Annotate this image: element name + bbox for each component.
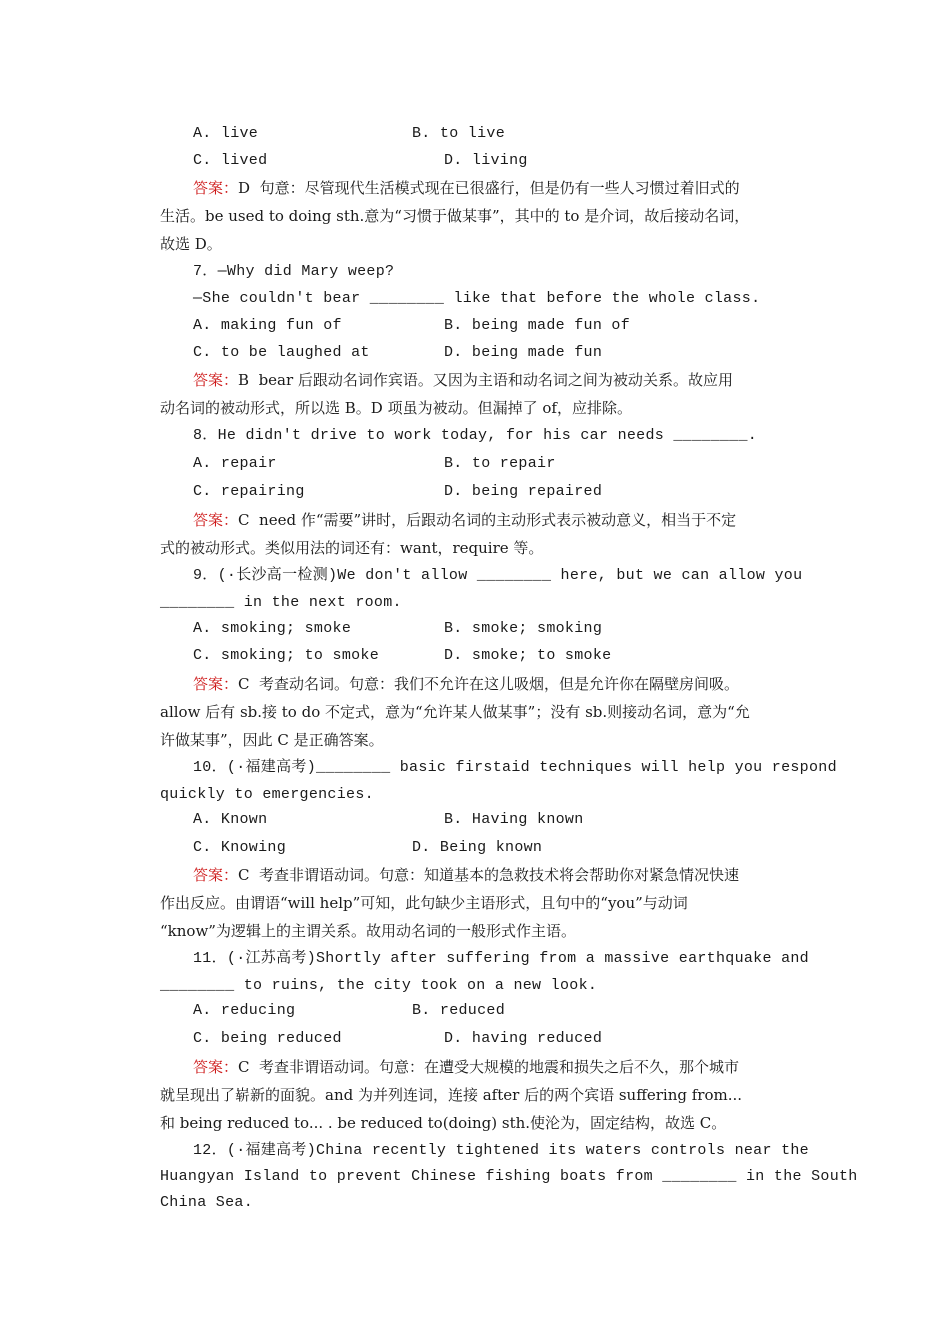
answer-tag: 答案： [193, 179, 239, 197]
answer-tag: 答案： [193, 866, 239, 884]
q6-option-a: A. live [193, 125, 259, 142]
q9-option-b: B. smoke; smoking [444, 620, 603, 637]
q7-stem-line2: —She couldn't bear ________ like that before the whole class. [193, 290, 761, 307]
q8-option-a: A. repair [193, 455, 277, 472]
answer-tag: 答案： [193, 1058, 239, 1076]
q11-answer-line1: 答案：C 考查非谓语动词。句意：在遭受大规模的地震和损失之后不久，那个城市 [193, 1058, 740, 1076]
q6-answer-line1: 答案：D 句意：尽管现代生活模式现在已很盛行，但是仍有一些人习惯过着旧式的 [193, 179, 740, 197]
q9-answer-line1: 答案：C 考查动名词。句意：我们不允许在这儿吸烟，但是允许你在隔壁房间吸。 [193, 675, 740, 693]
q9-option-a: A. smoking; smoke [193, 620, 352, 637]
q7-answer-line2: 动名词的被动形式，所以选 B。D 项虽为被动。但漏掉了 of，应排除。 [160, 399, 632, 417]
q11-option-d: D. having reduced [444, 1030, 603, 1047]
answer-tag: 答案： [193, 371, 239, 389]
q10-stem-line2: quickly to emergencies. [160, 786, 374, 803]
q6-answer-line3: 故选 D。 [160, 235, 222, 253]
q12-stem-line3: China Sea. [160, 1194, 254, 1211]
q7-answer-line1: 答案：B bear 后跟动名词作宾语。又因为主语和动名词之间为被动关系。故应用 [193, 371, 733, 389]
q8-option-c: C. repairing [193, 483, 305, 500]
q8-answer-line2: 式的被动形式。类似用法的词还有：want，require 等。 [160, 539, 544, 557]
q7-option-c: C. to be laughed at [193, 344, 370, 361]
q10-option-b: B. Having known [444, 811, 584, 828]
q6-option-c: C. lived [193, 152, 268, 169]
q11-answer-line3: 和 being reduced to... . be reduced to(doing) sth.使沦为，固定结构，故选 C。 [160, 1114, 727, 1132]
q11-option-a: A. reducing [193, 1002, 296, 1019]
q9-stem-line1: 9．(·长沙高一检测)We don't allow ________ here, but we can allow you [193, 567, 803, 584]
answer-tag: 答案： [193, 511, 239, 529]
q10-answer-line1: 答案：C 考查非谓语动词。句意：知道基本的急救技术将会帮助你对紧急情况快速 [193, 866, 740, 884]
q7-option-a: A. making fun of [193, 317, 342, 334]
q9-option-c: C. smoking; to smoke [193, 647, 380, 664]
q10-stem-line1: 10．(·福建高考)________ basic firstaid techniques will help you respond [193, 759, 837, 776]
q7-stem-line1: 7．—Why did Mary weep? [193, 263, 395, 280]
q10-answer-line2: 作出反应。由谓语“will help”可知，此句缺少主语形式，且句中的“you”与动词 [160, 894, 688, 912]
answer-tag: 答案： [193, 675, 239, 693]
q10-answer-line3: “know”为逻辑上的主谓关系。故用动名词的一般形式作主语。 [160, 922, 576, 940]
q11-answer-line2: 就呈现出了崭新的面貌。and 为并列连词，连接 after 后的两个宾语 suffering from... [160, 1086, 743, 1104]
q8-answer-line1: 答案：C need 作“需要”讲时，后跟动名词的主动形式表示被动意义，相当于不定 [193, 511, 737, 529]
q6-option-b: B. to live [412, 125, 506, 142]
q9-answer-line3: 许做某事”，因此 C 是正确答案。 [160, 731, 384, 749]
q8-option-b: B. to repair [444, 455, 556, 472]
q12-stem-line2: Huangyan Island to prevent Chinese fishing boats from ________ in the South [160, 1168, 858, 1185]
q7-option-b: B. being made fun of [444, 317, 631, 334]
q9-stem-line2: ________ in the next room. [160, 594, 402, 611]
q11-stem-line1: 11．(·江苏高考)Shortly after suffering from a massive earthquake and [193, 950, 809, 967]
q7-option-d: D. being made fun [444, 344, 603, 361]
q10-option-d: D. Being known [412, 839, 543, 856]
q9-answer-line2: allow 后有 sb.接 to do 不定式，意为“允许某人做某事”；没有 sb.则接动名词，意为“允 [160, 703, 750, 721]
q6-answer-line2: 生活。be used to doing sth.意为“习惯于做某事”，其中的 to 是介词，故后接动名词， [160, 207, 750, 225]
q10-option-c: C. Knowing [193, 839, 287, 856]
q8-stem-line1: 8．He didn't drive to work today, for his car needs ________. [193, 427, 758, 444]
q11-stem-line2: ________ to ruins, the city took on a new look. [160, 977, 598, 994]
q12-stem-line1: 12．(·福建高考)China recently tightened its waters controls near the [193, 1142, 809, 1159]
q6-option-d: D. living [444, 152, 528, 169]
q9-option-d: D. smoke; to smoke [444, 647, 612, 664]
q8-option-d: D. being repaired [444, 483, 603, 500]
q11-option-c: C. being reduced [193, 1030, 342, 1047]
q11-option-b: B. reduced [412, 1002, 506, 1019]
q10-option-a: A. Known [193, 811, 268, 828]
